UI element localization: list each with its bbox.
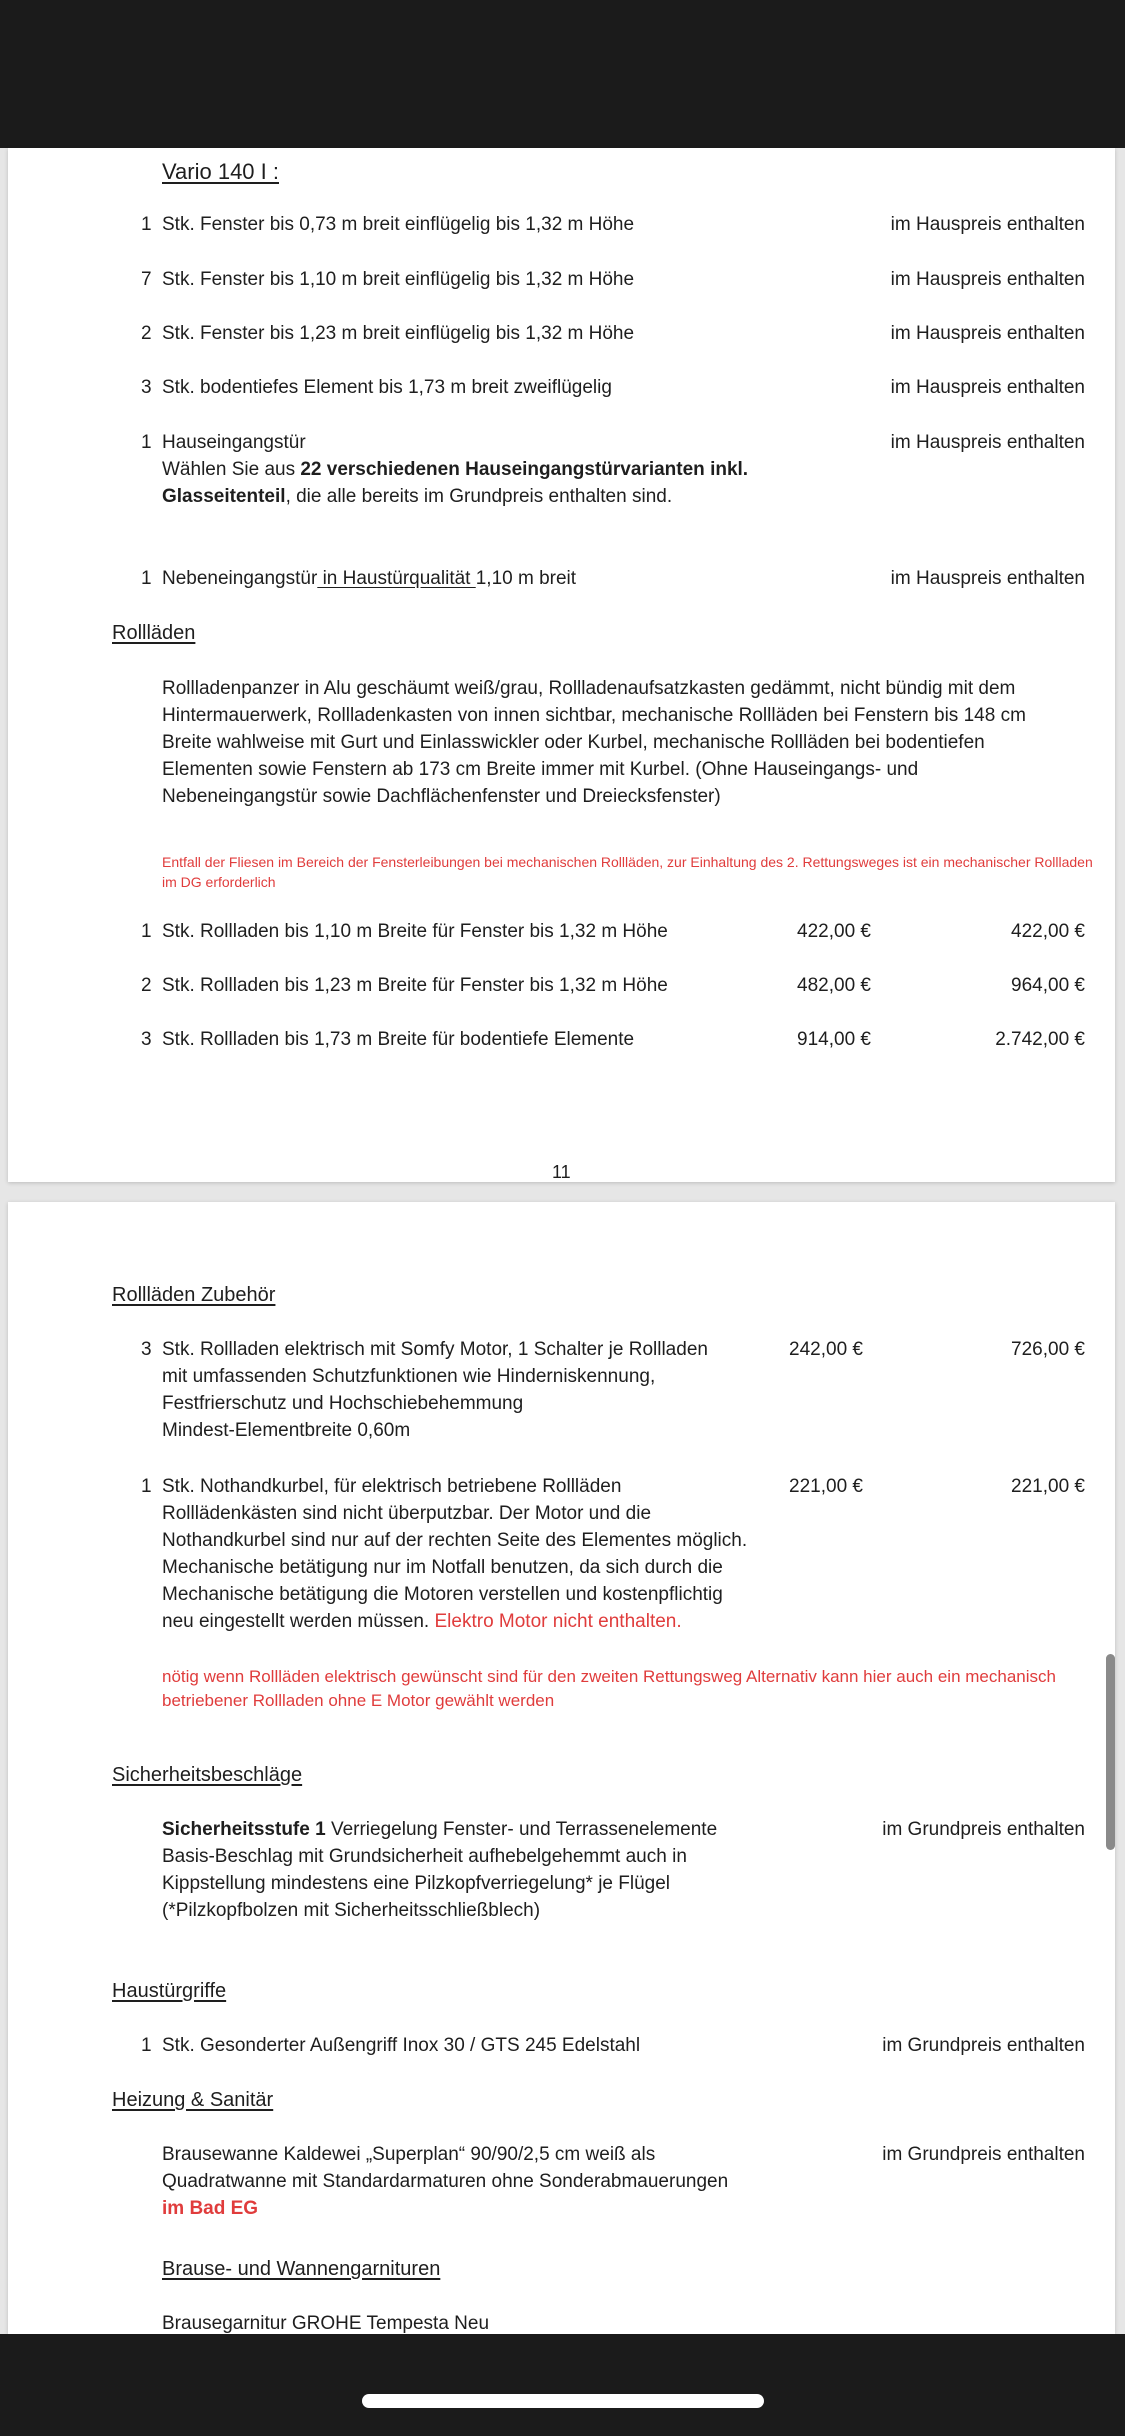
- row-price: im Hauspreis enthalten: [890, 214, 1085, 235]
- row-price: im Grundpreis enthalten: [882, 1819, 1085, 1840]
- document-page-12: [8, 1202, 1115, 2334]
- rollladen-desc-line: Breite wahlweise mit Gurt und Einlasswickler oder Kurbel, mechanische Rollläden bei bodentiefen: [162, 732, 985, 753]
- row-desc: Stk. Gesonderter Außengriff Inox 30 / GTS 245 Edelstahl: [162, 2035, 641, 2056]
- section-title-handles: Haustürgriffe: [112, 1980, 227, 2002]
- model-heading: Vario 140 I :: [162, 159, 279, 184]
- row-desc: Mindest-Elementbreite 0,60m: [162, 1420, 411, 1441]
- row-desc: Stk. bodentiefes Element bis 1,73 m breit zweiflügelig: [162, 377, 612, 398]
- row-qty: 1: [141, 214, 152, 235]
- section-title-heating: Heizung & Sanitär: [112, 2089, 274, 2111]
- section-title-security: Sicherheitsbeschläge: [112, 1764, 303, 1786]
- row-desc: Stk. Rollladen bis 1,73 m Breite für bodentiefe Elemente: [162, 1029, 635, 1050]
- section-title-zubehoer: Rollläden Zubehör: [112, 1284, 276, 1306]
- row-desc: Stk. Rollladen bis 1,10 m Breite für Fenster bis 1,32 m Höhe: [162, 921, 668, 942]
- row-desc: Nothandkurbel sind nur auf der rechten Seite des Elementes möglich.: [162, 1530, 748, 1551]
- row-price: im Grundpreis enthalten: [882, 2144, 1085, 2165]
- row-desc: Stk. Fenster bis 1,10 m breit einflügelig bis 1,32 m Höhe: [162, 269, 635, 290]
- rollladen-desc-line: Rollladenpanzer in Alu geschäumt weiß/grau, Rollladenaufsatzkasten gedämmt, nicht bündig mit dem: [162, 678, 1016, 699]
- rollladen-desc-line: Elementen sowie Fenstern ab 173 cm Breite immer mit Kurbel. (Ohne Hauseingangs- und: [162, 759, 919, 780]
- row-total-price: 221,00 €: [1011, 1476, 1085, 1497]
- row-desc: Stk. Fenster bis 0,73 m breit einflügelig bis 1,32 m Höhe: [162, 214, 635, 235]
- row-unit-price: 422,00 €: [797, 921, 871, 942]
- row-qty: 1: [141, 432, 152, 453]
- page-number: 11: [552, 1162, 571, 1182]
- row-desc: Sicherheitsstufe 1 Verriegelung Fenster- und Terrassenelemente: [162, 1819, 718, 1840]
- row-desc: Hauseingangstür: [162, 432, 306, 453]
- row-qty: 3: [141, 377, 152, 398]
- row-desc: Kippstellung mindestens eine Pilzkopfverriegelung* je Flügel: [162, 1873, 671, 1894]
- row-desc: Stk. Nothandkurbel, für elektrisch betriebene Rollläden: [162, 1476, 622, 1497]
- row-desc: Stk. Fenster bis 1,23 m breit einflügelig bis 1,32 m Höhe: [162, 323, 635, 344]
- row-total-price: 2.742,00 €: [995, 1029, 1085, 1050]
- row-desc: (*Pilzkopfbolzen mit Sicherheitsschließblech): [162, 1900, 541, 1921]
- door-variants-line: Wählen Sie aus 22 verschiedenen Hauseingangstürvarianten inkl.: [162, 459, 749, 480]
- row-desc: mit umfassenden Schutzfunktionen wie Hinderniskennung,: [162, 1366, 656, 1387]
- rollladen-desc-line: Nebeneingangstür sowie Dachflächenfenster und Dreiecksfenster): [162, 786, 721, 807]
- row-desc: Mechanische betätigung nur im Notfall benutzen, da sich durch die: [162, 1557, 723, 1578]
- home-indicator[interactable]: [362, 2394, 764, 2408]
- row-total-price: 726,00 €: [1011, 1339, 1085, 1360]
- row-price: im Hauspreis enthalten: [890, 568, 1085, 589]
- row-qty: 1: [141, 921, 152, 942]
- document-page-11: [8, 148, 1115, 1182]
- row-desc: Quadratwanne mit Standardarmaturen ohne Sonderabmauerungen: [162, 2171, 729, 2192]
- row-price: im Hauspreis enthalten: [890, 432, 1085, 453]
- row-qty: 3: [141, 1339, 152, 1360]
- subsection-title-fittings: Brause- und Wannengarnituren: [162, 2258, 441, 2280]
- bottom-bar-area: [0, 2334, 1125, 2436]
- rollladen-note-line: Entfall der Fliesen im Bereich der Fensterleibungen bei mechanischen Rollläden, zur Einhaltung des 2. Rettungsweges ist ein mechanischer Rollladen: [162, 854, 1093, 870]
- shower-location: im Bad EG: [162, 2198, 259, 2219]
- row-qty: 3: [141, 1029, 152, 1050]
- scrollbar-thumb[interactable]: [1106, 1654, 1115, 1850]
- row-price: im Hauspreis enthalten: [890, 377, 1085, 398]
- row-unit-price: 242,00 €: [789, 1339, 863, 1360]
- row-qty: 1: [141, 568, 152, 589]
- row-unit-price: 221,00 €: [789, 1476, 863, 1497]
- row-desc: Nebeneingangstür in Haustürqualität 1,10 m breit: [162, 568, 577, 589]
- row-desc: Stk. Rollladen bis 1,23 m Breite für Fenster bis 1,32 m Höhe: [162, 975, 668, 996]
- door-variants-line: Glasseitenteil, die alle bereits im Grundpreis enthalten sind.: [162, 486, 673, 507]
- row-total-price: 422,00 €: [1011, 921, 1085, 942]
- crank-note-line: nötig wenn Rollläden elektrisch gewünscht sind für den zweiten Rettungsweg Alternativ kann hier auch ein mechanisch: [162, 1667, 1056, 1686]
- row-unit-price: 914,00 €: [797, 1029, 871, 1050]
- row-desc: Festfrierschutz und Hochschiebehemmung: [162, 1393, 524, 1414]
- row-desc: Brausewanne Kaldewei „Superplan“ 90/90/2,5 cm weiß als: [162, 2144, 656, 2165]
- row-qty: 7: [141, 269, 152, 290]
- row-desc: Basis-Beschlag mit Grundsicherheit aufhebelgehemmt auch in: [162, 1846, 687, 1867]
- status-bar-area: [0, 0, 1125, 148]
- row-total-price: 964,00 €: [1011, 975, 1085, 996]
- section-title-rollladen: Rollläden: [112, 622, 196, 644]
- crank-note-line: betriebener Rollladen ohne E Motor gewählt werden: [162, 1691, 555, 1710]
- fittings-item: Brausegarnitur GROHE Tempesta Neu: [162, 2313, 490, 2334]
- row-qty: 2: [141, 975, 152, 996]
- row-desc: Stk. Rollladen elektrisch mit Somfy Motor, 1 Schalter je Rollladen: [162, 1339, 708, 1360]
- row-desc: neu eingestellt werden müssen. Elektro Motor nicht enthalten.: [162, 1611, 682, 1632]
- row-price: im Hauspreis enthalten: [890, 269, 1085, 290]
- row-unit-price: 482,00 €: [797, 975, 871, 996]
- row-qty: 1: [141, 2035, 152, 2056]
- rollladen-note-line: im DG erforderlich: [162, 874, 276, 890]
- row-qty: 2: [141, 323, 152, 344]
- row-price: im Hauspreis enthalten: [890, 323, 1085, 344]
- row-qty: 1: [141, 1476, 152, 1497]
- rollladen-desc-line: Hintermauerwerk, Rollladenkasten von innen sichtbar, mechanische Rollläden bei Fenstern bis 148 cm: [162, 705, 1026, 726]
- row-desc: Mechanische betätigung die Motoren verstellen und kostenpflichtig: [162, 1584, 723, 1605]
- row-price: im Grundpreis enthalten: [882, 2035, 1085, 2056]
- row-desc: Rolllädenkästen sind nicht überputzbar. Der Motor und die: [162, 1503, 652, 1524]
